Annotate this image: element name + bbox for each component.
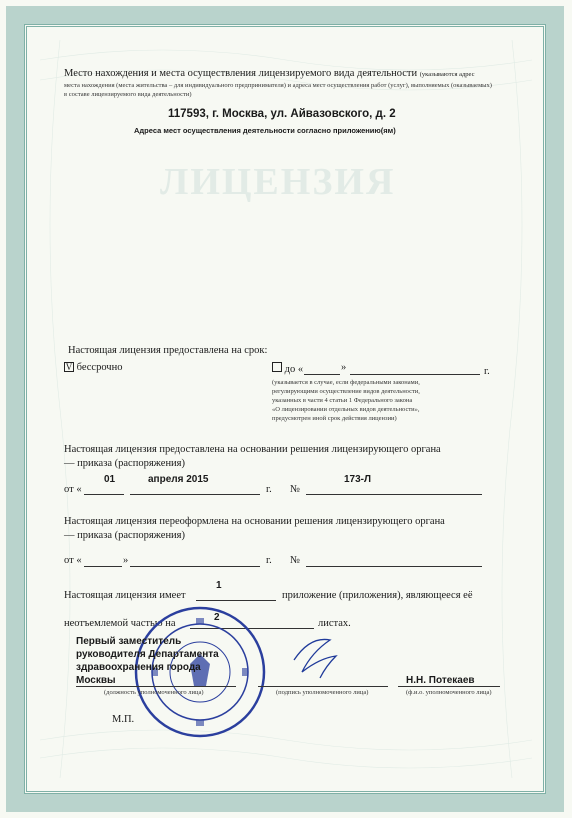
signatory-title1: Первый заместитель <box>76 636 182 647</box>
attachment-count: 1 <box>216 580 222 591</box>
signatory-title2: руководителя Департамента <box>76 649 219 660</box>
until-checkbox[interactable] <box>272 362 282 372</box>
signatory-title4: Москвы <box>76 675 116 686</box>
basis-number-sign: № <box>290 484 301 495</box>
note-name: (ф.и.о. уполномоченного лица) <box>406 689 492 696</box>
name-line <box>398 686 500 687</box>
note-position: (должность уполномоченного лица) <box>104 689 204 696</box>
attachment-sheets-suffix: листах. <box>318 618 351 629</box>
term-until-mid: » <box>341 362 347 373</box>
basis-number: 173-Л <box>344 474 372 485</box>
signature-line <box>258 686 388 687</box>
term-note2: регулирующими осуществление видов деятельности, <box>272 388 420 395</box>
attachment-suffix: приложение (приложения), являющееся её <box>282 590 473 601</box>
term-note1: (указывается в случае, если федеральными законами, <box>272 379 420 386</box>
header-note-line3: в составе лицензируемого вида деятельности) <box>64 91 192 98</box>
header-title-note: (указываются адрес <box>419 71 475 78</box>
until-day-line <box>304 374 340 375</box>
term-note4: «О лицензировании отдельных видов деятельности», <box>272 406 420 413</box>
term-year-suffix: г. <box>484 366 490 377</box>
signatory-title3: здравоохранения города <box>76 662 201 673</box>
signatory-name: Н.Н. Потекаев <box>406 675 475 686</box>
note-signature: (подпись уполномоченного лица) <box>276 689 369 696</box>
basis-line2: — приказа (распоряжения) <box>64 458 186 469</box>
reissue-number-line <box>306 566 482 567</box>
unlimited-checkbox[interactable]: V <box>65 362 73 372</box>
basis-year-suffix: г. <box>266 484 272 495</box>
signature-scribble <box>290 632 350 682</box>
basis-line1: Настоящая лицензия предоставлена на основании решения лицензирующего органа <box>64 444 441 455</box>
until-month-line <box>350 374 480 375</box>
seal-place-label: М.П. <box>112 714 135 725</box>
reissue-line1: Настоящая лицензия переоформлена на основании решения лицензирующего органа <box>64 516 445 527</box>
address-note: Адреса мест осуществления деятельности согласно приложению(ям) <box>134 126 396 135</box>
header-title-line <box>64 68 475 79</box>
reissue-line2: — приказа (распоряжения) <box>64 530 186 541</box>
term-unlimited: бессрочно <box>76 362 123 373</box>
reissue-year-suffix: г. <box>266 555 272 566</box>
term-note3: указанных в части 4 статьи 1 Федерального закона <box>272 397 413 404</box>
attachment-sheets: 2 <box>214 612 220 623</box>
basis-day: 01 <box>104 474 116 485</box>
term-unlimited-row <box>64 362 122 373</box>
reissue-number-sign: № <box>290 555 301 566</box>
reissue-mid: » <box>123 555 129 566</box>
basis-number-line <box>306 494 482 495</box>
term-label: Настоящая лицензия предоставлена на срок: <box>68 345 268 356</box>
reissue-from: от « <box>64 555 82 566</box>
term-note5: предусмотрен иной срок действия лицензии) <box>272 415 397 422</box>
reissue-month-line <box>130 566 260 567</box>
header-note-line2: места нахождения (места жительства – для индивидуального предпринимателя) и адреса мест осуществления работ (услуг), выполняемых (оказываемых) <box>64 82 492 89</box>
attachment-prefix: Настоящая лицензия имеет <box>64 590 186 601</box>
basis-month-line <box>130 494 260 495</box>
attachment-count-line <box>196 600 276 601</box>
watermark: ЛИЦЕНЗИЯ <box>160 161 396 203</box>
address-value: 117593, г. Москва, ул. Айвазовского, д. 2 <box>168 108 396 120</box>
header-title: Место нахождения и места осуществления лицензируемого вида деятельности <box>64 68 418 79</box>
basis-day-line <box>84 494 124 495</box>
term-until-row <box>272 362 303 375</box>
position-line <box>76 686 236 687</box>
basis-from: от « <box>64 484 82 495</box>
term-until-prefix: до « <box>284 364 304 375</box>
basis-month: апреля 2015 <box>148 474 209 485</box>
reissue-day-line <box>84 566 122 567</box>
attachment-line2-prefix: неотъемлемой частью на <box>64 618 176 629</box>
